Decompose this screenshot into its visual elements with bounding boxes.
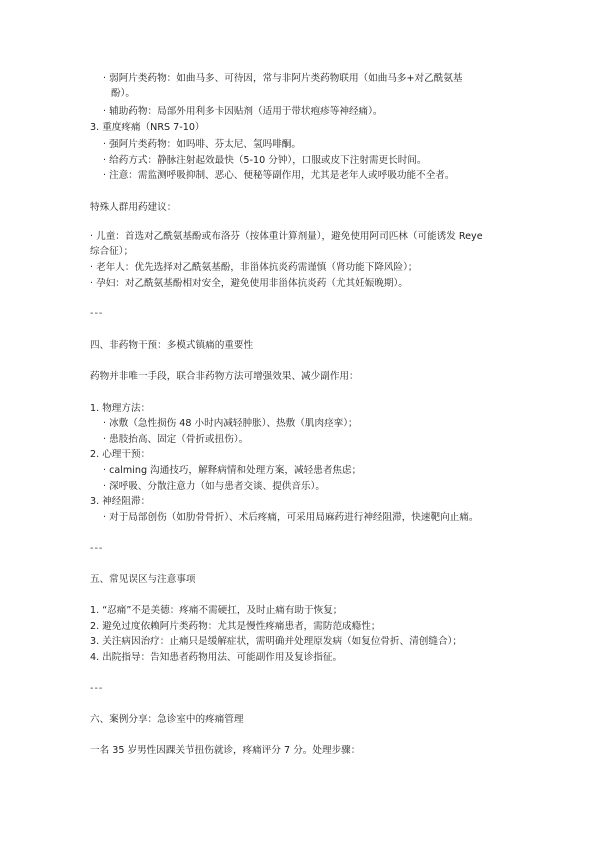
physical-title: 1. 物理方法：	[90, 403, 151, 414]
section5-item-2: 2. 避免过度依赖阿片类药物：尤其是慢性疼痛患者，需防范成瘾性；	[90, 621, 381, 632]
nerve-block-item: · 对于局部创伤（如肋骨骨折）、术后疼痛，可采用局麻药进行神经阻滞，快速靶向止痛。	[103, 512, 479, 523]
severe-pain-title: 3. 重度疼痛（NRS 7-10）	[90, 122, 205, 133]
elevate-item: · 患肢抬高、固定（骨折或扭伤）。	[103, 434, 249, 445]
breathing-item: · 深呼吸、分散注意力（如与患者交谈、提供音乐）。	[103, 481, 325, 492]
elderly-item: · 老年人：优先选择对乙酰氨基酚，非甾体抗炎药需谨慎（肾功能下降风险）；	[90, 262, 418, 273]
section5-heading: 五、常见误区与注意事项	[90, 574, 196, 585]
ice-item: · 冰敷（急性损伤 48 小时内减轻肿胀）、热敷（肌肉痉挛）；	[103, 418, 358, 429]
section6-heading: 六、案例分享：急诊室中的疼痛管理	[90, 714, 244, 725]
calming-item: · calming 沟通技巧，解释病情和处理方案，减轻患者焦虑；	[103, 465, 362, 476]
case-intro: 一名 35 岁男性因踝关节扭伤就诊，疼痛评分 7 分。处理步骤：	[90, 745, 361, 756]
caution-item: · 注意：需监测呼吸抑制、恶心、便秘等副作用，尤其是老年人或呼吸功能不全者。	[103, 170, 455, 181]
section4-intro: 药物并非唯一手段，联合非药物方法可增强效果、减少副作用：	[90, 371, 359, 382]
route-item: · 给药方式：静脉注射起效最快（5-10 分钟），口服或皮下注射需更长时间。	[103, 155, 427, 166]
special-population-title: 特殊人群用药建议：	[90, 202, 177, 213]
section4-heading: 四、非药物干预：多模式镇痛的重要性	[90, 340, 254, 351]
section-divider: ---	[90, 308, 104, 319]
adjuvant-item: · 辅助药物：局部外用利多卡因贴剂（适用于带状疱疹等神经痛）。	[103, 106, 383, 117]
children-item-cont: 综合征）；	[90, 246, 134, 257]
section5-item-1: 1. “忍痛”不是美德：疼痛不需硬扛，及时止痛有助于恢复；	[90, 605, 343, 616]
strong-opioid-item: · 强阿片类药物：如吗啡、芬太尼、氢吗啡酮。	[103, 139, 301, 150]
pregnant-item: · 孕妇：对乙酰氨基酚相对安全，避免使用非甾体抗炎药（尤其妊娠晚期）。	[90, 278, 408, 289]
section5-item-3: 3. 关注病因治疗：止痛只是缓解症状，需明确并处理原发病（如复位骨折、清创缝合）；	[90, 636, 462, 647]
psych-title: 2. 心理干预：	[90, 449, 151, 460]
weak-opioid-item-cont: 酚）。	[111, 88, 135, 99]
section5-item-4: 4. 出院指导：告知患者药物用法、可能副作用及复诊指征。	[90, 652, 343, 663]
section-divider: ---	[90, 543, 104, 554]
section-divider: ---	[90, 683, 104, 694]
nerve-title: 3. 神经阻滞：	[90, 496, 151, 507]
weak-opioid-item: · 弱阿片类药物：如曲马多、可待因，常与非阿片类药物联用（如曲马多+对乙酰氨基	[103, 73, 463, 84]
children-item: · 儿童：首选对乙酰氨基酚或布洛芬（按体重计算剂量），避免使用阿司匹林（可能诱发 Reye	[90, 231, 483, 242]
